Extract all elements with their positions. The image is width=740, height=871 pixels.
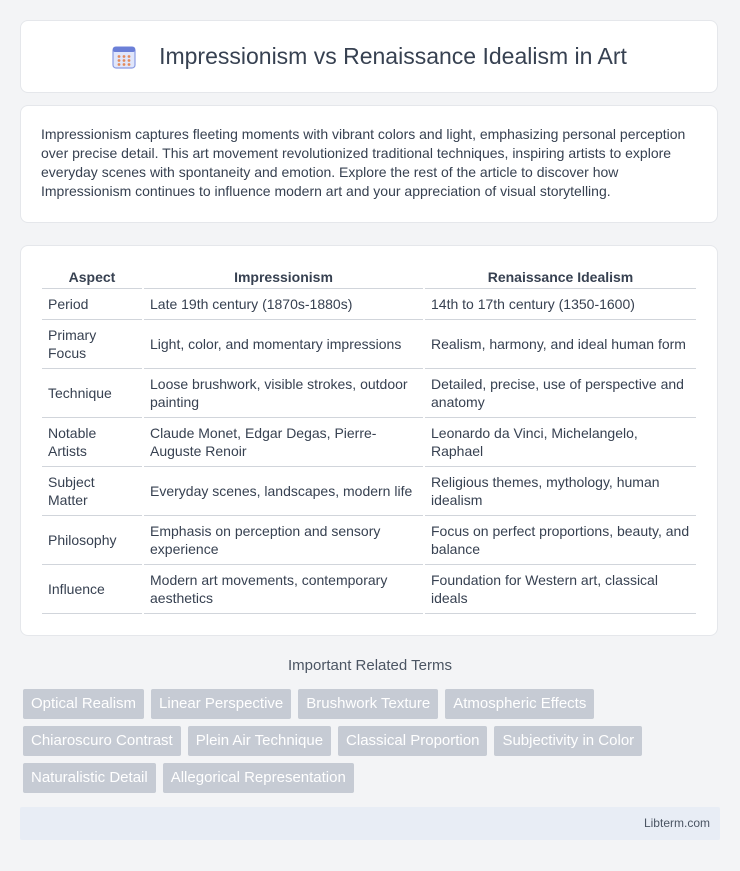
table-cell: Philosophy (42, 516, 142, 565)
table-cell: Everyday scenes, landscapes, modern life (144, 467, 423, 516)
term-tag[interactable]: Classical Proportion (338, 726, 487, 756)
term-tag[interactable]: Naturalistic Detail (23, 763, 156, 793)
table-cell: Modern art movements, contemporary aesthetics (144, 565, 423, 614)
table-row (42, 369, 696, 418)
term-tag[interactable]: Brushwork Texture (298, 689, 438, 719)
table-cell: Notable Artists (42, 418, 142, 467)
table-cell: Late 19th century (1870s-1880s) (144, 289, 423, 320)
table-cell: Technique (42, 369, 142, 418)
table-row (42, 418, 696, 467)
column-header-aspect: Aspect (42, 266, 142, 289)
table-cell: Realism, harmony, and ideal human form (425, 320, 696, 369)
table-row (42, 516, 696, 565)
term-tag[interactable]: Plein Air Technique (188, 726, 331, 756)
table-cell: Religious themes, mythology, human idealism (425, 467, 696, 516)
table-cell: Claude Monet, Edgar Degas, Pierre-Auguste Renoir (144, 418, 423, 467)
column-header-impressionism: Impressionism (144, 266, 423, 289)
table-row (42, 467, 696, 516)
table-cell: Subject Matter (42, 467, 142, 516)
term-tag[interactable]: Allegorical Representation (163, 763, 354, 793)
title-card (20, 20, 718, 93)
table-cell: Detailed, precise, use of perspective and anatomy (425, 369, 696, 418)
related-terms-list (23, 689, 703, 800)
term-tag[interactable]: Linear Perspective (151, 689, 291, 719)
table-row (42, 289, 696, 320)
table-cell: Influence (42, 565, 142, 614)
term-tag[interactable]: Chiaroscuro Contrast (23, 726, 181, 756)
intro-card (20, 105, 718, 223)
term-tag[interactable]: Subjectivity in Color (494, 726, 642, 756)
column-header-renaissance: Renaissance Idealism (425, 266, 696, 289)
table-cell: Primary Focus (42, 320, 142, 369)
term-tag[interactable]: Atmospheric Effects (445, 689, 594, 719)
table-cell: Emphasis on perception and sensory experience (144, 516, 423, 565)
table-cell: Focus on perfect proportions, beauty, and balance (425, 516, 696, 565)
comparison-card (20, 245, 718, 636)
table-cell: Leonardo da Vinci, Michelangelo, Raphael (425, 418, 696, 467)
comparison-table (40, 266, 698, 614)
table-row (42, 320, 696, 369)
table-row (42, 565, 696, 614)
table-cell: Light, color, and momentary impressions (144, 320, 423, 369)
table-cell: Foundation for Western art, classical ideals (425, 565, 696, 614)
table-cell: Period (42, 289, 142, 320)
table-header-row (42, 266, 696, 289)
related-terms-title: Important Related Terms (288, 657, 452, 674)
footer-site-link[interactable]: Libterm.com (643, 816, 710, 830)
table-cell: Loose brushwork, visible strokes, outdoor painting (144, 369, 423, 418)
table-cell: 14th to 17th century (1350-1600) (425, 289, 696, 320)
intro-text: Impressionism captures fleeting moments with vibrant colors and light, emphasizing personal perception over precise detail. This art movement revolutionized traditional techniques, inspiring artists to explore everyday scenes with spontaneity and emotion. Explore the rest of the article to discover how Impressionism continues to influence modern art and your appreciation of visual storytelling. (41, 126, 686, 199)
calendar-grid-icon (111, 44, 137, 70)
footer (20, 807, 720, 840)
page-title: Impressionism vs Renaissance Idealism in Art (159, 43, 627, 69)
term-tag[interactable]: Optical Realism (23, 689, 144, 719)
